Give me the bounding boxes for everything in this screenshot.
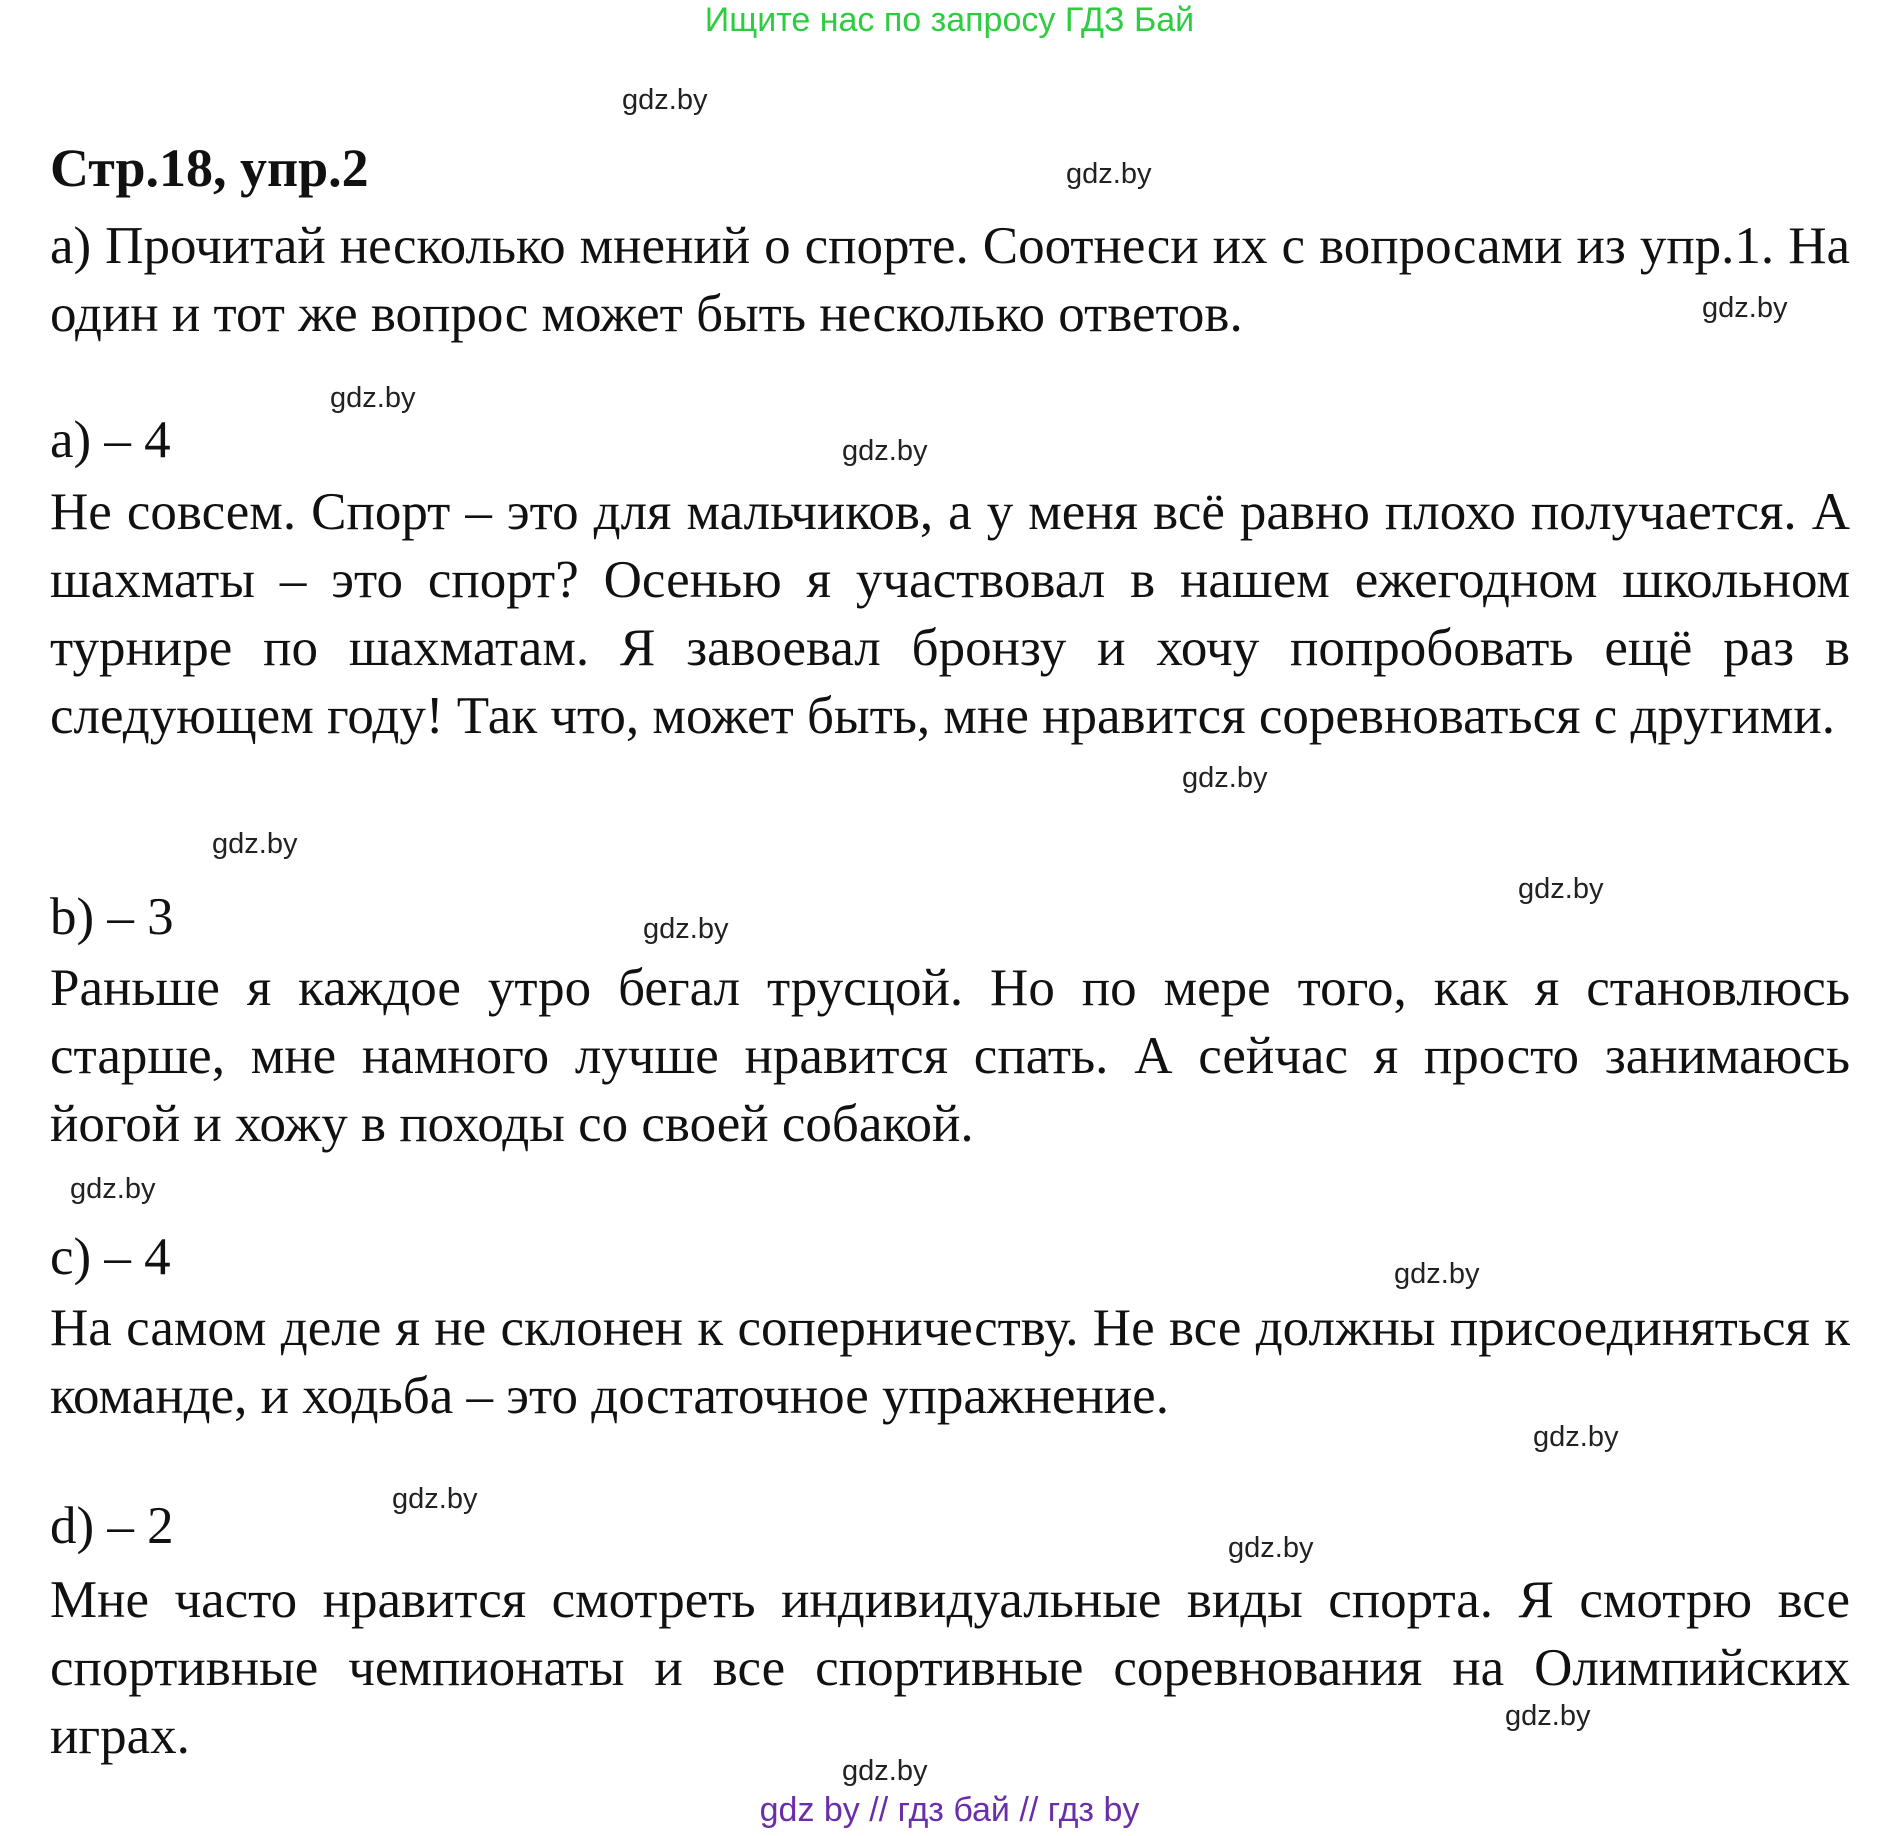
watermark: gdz.by <box>392 1483 478 1515</box>
watermark: gdz.by <box>70 1173 156 1205</box>
watermark: gdz.by <box>622 84 708 116</box>
watermark: gdz.by <box>643 913 729 945</box>
watermark: gdz.by <box>1228 1532 1314 1564</box>
answer-a-text: Не совсем. Спорт – это для мальчиков, а у меня всё равно плохо получается. А шахматы – это спорт? Осенью я участвовал в нашем ежегодном школьном турнире по шахматам. Я завоевал бронзу и хочу попробовать ещё раз в следующем году! Так что, может быть, мне нравится соревноваться с другими. <box>50 483 1850 745</box>
answer-c-text: На самом деле я не склонен к соперничеству. Не все должны присоединяться к команде, и ходьба – это достаточное упражнение. <box>50 1299 1850 1425</box>
watermark: gdz.by <box>1702 292 1788 324</box>
watermark: gdz.by <box>330 382 416 414</box>
answer-a-label: a) – 4 <box>50 411 171 469</box>
watermark: gdz.by <box>1182 762 1268 794</box>
answer-b-label: b) – 3 <box>50 888 174 946</box>
watermark: gdz.by <box>842 1755 928 1787</box>
answer-d-text: Мне часто нравится смотреть индивидуальные виды спорта. Я смотрю все спортивные чемпионаты и все спортивные соревнования на Олимпийских играх. <box>50 1571 1850 1765</box>
watermark: gdz.by <box>1533 1421 1619 1453</box>
watermark: gdz.by <box>1505 1700 1591 1732</box>
watermark: gdz.by <box>1394 1258 1480 1290</box>
top-banner: Ищите нас по запросу ГДЗ Бай <box>704 1 1195 39</box>
answer-c-label: c) – 4 <box>50 1228 171 1286</box>
answer-b-text: Раньше я каждое утро бегал трусцой. Но по мере того, как я становлюсь старше, мне намного лучше нравится спать. А сейчас я просто занимаюсь йогой и хожу в походы со своей собакой. <box>50 959 1850 1153</box>
page-title: Стр.18, упр.2 <box>50 138 369 198</box>
watermark: gdz.by <box>842 435 928 467</box>
answer-d-label: d) – 2 <box>50 1497 174 1555</box>
watermark: gdz.by <box>1066 158 1152 190</box>
task-instruction: а) Прочитай несколько мнений о спорте. Соотнеси их с вопросами из упр.1. На один и тот же вопрос может быть несколько ответов. <box>50 217 1850 343</box>
watermark: gdz.by <box>1518 873 1604 905</box>
watermark: gdz.by <box>212 828 298 860</box>
footer-links: gdz by // гдз бай // гдз by <box>759 1791 1140 1829</box>
